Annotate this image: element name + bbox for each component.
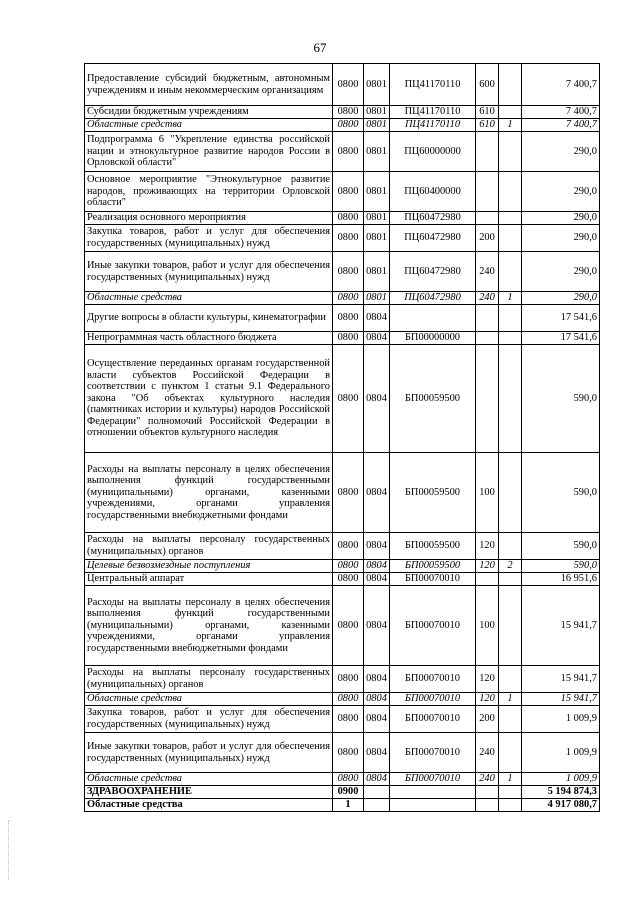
cell-funding-source: 2	[499, 560, 522, 573]
cell-subsection	[364, 799, 390, 812]
cell-target-article: ПЦ60472980	[390, 252, 476, 292]
cell-expense-type: 120	[476, 533, 499, 560]
cell-subsection: 0804	[364, 733, 390, 773]
cell-section: 0800	[333, 666, 364, 693]
cell-name: Расходы на выплаты персоналу государственных (муниципальных) органов	[85, 533, 333, 560]
cell-section: 0900	[333, 786, 364, 799]
cell-name: Областные средства	[85, 773, 333, 786]
cell-amount: 5 194 874,3	[522, 786, 600, 799]
cell-subsection: 0801	[364, 292, 390, 305]
cell-funding-source	[499, 786, 522, 799]
cell-target-article: ПЦ41170110	[390, 64, 476, 106]
cell-section: 0800	[333, 132, 364, 172]
cell-section: 0800	[333, 64, 364, 106]
cell-subsection: 0801	[364, 172, 390, 212]
cell-name: Областные средства	[85, 693, 333, 706]
cell-amount: 7 400,7	[522, 119, 600, 132]
cell-subsection: 0801	[364, 132, 390, 172]
cell-expense-type	[476, 573, 499, 586]
cell-section: 0800	[333, 533, 364, 560]
cell-amount: 290,0	[522, 212, 600, 225]
cell-target-article	[390, 799, 476, 812]
cell-target-article	[390, 305, 476, 332]
cell-target-article: БП00070010	[390, 733, 476, 773]
table-row	[85, 119, 600, 132]
cell-target-article: БП00000000	[390, 332, 476, 345]
cell-expense-type	[476, 132, 499, 172]
cell-expense-type: 200	[476, 706, 499, 733]
cell-funding-source	[499, 212, 522, 225]
cell-target-article: ПЦ60000000	[390, 132, 476, 172]
cell-expense-type	[476, 172, 499, 212]
cell-funding-source	[499, 225, 522, 252]
cell-expense-type: 610	[476, 119, 499, 132]
cell-funding-source	[499, 573, 522, 586]
cell-funding-source	[499, 666, 522, 693]
budget-table	[84, 63, 600, 812]
cell-funding-source	[499, 106, 522, 119]
cell-target-article: БП00070010	[390, 773, 476, 786]
cell-section: 0800	[333, 345, 364, 453]
cell-name: Реализация основного мероприятия	[85, 212, 333, 225]
cell-subsection: 0801	[364, 212, 390, 225]
cell-subsection: 0804	[364, 533, 390, 560]
cell-target-article: ПЦ60472980	[390, 212, 476, 225]
cell-funding-source	[499, 533, 522, 560]
cell-subsection: 0804	[364, 666, 390, 693]
cell-expense-type: 240	[476, 733, 499, 773]
cell-amount: 17 541,6	[522, 305, 600, 332]
cell-amount: 590,0	[522, 560, 600, 573]
cell-subsection: 0804	[364, 305, 390, 332]
cell-funding-source: 1	[499, 693, 522, 706]
table-row	[85, 560, 600, 573]
cell-amount: 15 941,7	[522, 586, 600, 666]
cell-section: 0800	[333, 573, 364, 586]
cell-expense-type	[476, 332, 499, 345]
cell-funding-source	[499, 64, 522, 106]
cell-section: 1	[333, 799, 364, 812]
cell-name: Расходы на выплаты персоналу государственных (муниципальных) органов	[85, 666, 333, 693]
cell-section: 0800	[333, 106, 364, 119]
cell-name: Подпрограмма 6 "Укрепление единства российской нации и этнокультурное развитие народов России в Орловской области"	[85, 132, 333, 172]
cell-amount: 290,0	[522, 292, 600, 305]
cell-target-article: ПЦ41170110	[390, 106, 476, 119]
cell-expense-type: 120	[476, 560, 499, 573]
cell-section: 0800	[333, 706, 364, 733]
cell-subsection: 0804	[364, 453, 390, 533]
table-row	[85, 706, 600, 733]
cell-expense-type: 240	[476, 292, 499, 305]
cell-expense-type: 100	[476, 586, 499, 666]
cell-target-article: ПЦ60400000	[390, 172, 476, 212]
cell-subsection: 0804	[364, 560, 390, 573]
cell-section: 0800	[333, 586, 364, 666]
table-row	[85, 225, 600, 252]
table-row	[85, 533, 600, 560]
cell-section: 0800	[333, 305, 364, 332]
cell-name: Непрограммная часть областного бюджета	[85, 332, 333, 345]
cell-expense-type	[476, 799, 499, 812]
cell-funding-source	[499, 332, 522, 345]
cell-subsection: 0804	[364, 332, 390, 345]
cell-amount: 590,0	[522, 345, 600, 453]
cell-target-article: БП00059500	[390, 560, 476, 573]
cell-funding-source: 1	[499, 119, 522, 132]
table-row	[85, 773, 600, 786]
cell-amount: 290,0	[522, 132, 600, 172]
table-row	[85, 799, 600, 812]
cell-funding-source	[499, 733, 522, 773]
table-row	[85, 292, 600, 305]
cell-section: 0800	[333, 773, 364, 786]
cell-amount: 590,0	[522, 453, 600, 533]
cell-target-article: ПЦ60472980	[390, 225, 476, 252]
cell-subsection: 0801	[364, 252, 390, 292]
cell-target-article: БП00070010	[390, 693, 476, 706]
cell-expense-type	[476, 305, 499, 332]
cell-expense-type: 240	[476, 773, 499, 786]
cell-funding-source: 1	[499, 292, 522, 305]
cell-target-article: ПЦ41170110	[390, 119, 476, 132]
table-row	[85, 586, 600, 666]
cell-section: 0800	[333, 733, 364, 773]
cell-amount: 4 917 080,7	[522, 799, 600, 812]
cell-subsection: 0801	[364, 225, 390, 252]
cell-subsection: 0801	[364, 106, 390, 119]
cell-funding-source	[499, 453, 522, 533]
margin-scan-marks	[8, 820, 13, 880]
cell-name: Расходы на выплаты персоналу в целях обеспечения выполнения функций государственными (муниципальными) органами, казенными учреждениями, органами управления государственными внебюджетными фондами	[85, 453, 333, 533]
cell-subsection: 0801	[364, 64, 390, 106]
cell-name: Закупка товаров, работ и услуг для обеспечения государственных (муниципальных) нужд	[85, 706, 333, 733]
cell-section: 0800	[333, 225, 364, 252]
cell-expense-type: 120	[476, 666, 499, 693]
cell-funding-source	[499, 586, 522, 666]
cell-name: Целевые безвозмездные поступления	[85, 560, 333, 573]
page-number: 67	[313, 40, 327, 55]
cell-name: Осуществление переданных органам государственной власти субъектов Российской Федерации в соответствии с пунктом 1 статьи 9.1 Федерального закона "Об объектах культурного наследия (памятниках истории и культуры) народов Российской Федерации" полномочий Российской Федерации в отношении объектов культурного наследия	[85, 345, 333, 453]
cell-target-article: ПЦ60472980	[390, 292, 476, 305]
cell-subsection: 0804	[364, 693, 390, 706]
cell-name: Субсидии бюджетным учреждениям	[85, 106, 333, 119]
cell-name: Расходы на выплаты персоналу в целях обеспечения выполнения функций государственными (муниципальными) органами, казенными учреждениями, органами управления государственными внебюджетными фондами	[85, 586, 333, 666]
cell-expense-type: 240	[476, 252, 499, 292]
table-row	[85, 693, 600, 706]
table-row	[85, 332, 600, 345]
cell-subsection: 0804	[364, 345, 390, 453]
cell-amount: 290,0	[522, 252, 600, 292]
cell-expense-type: 120	[476, 693, 499, 706]
cell-name: Областные средства	[85, 292, 333, 305]
table-row	[85, 172, 600, 212]
cell-amount: 7 400,7	[522, 64, 600, 106]
cell-subsection	[364, 786, 390, 799]
table-row	[85, 453, 600, 533]
cell-section: 0800	[333, 693, 364, 706]
cell-target-article: БП00070010	[390, 573, 476, 586]
cell-amount: 1 009,9	[522, 733, 600, 773]
cell-target-article: БП00070010	[390, 706, 476, 733]
table-row	[85, 106, 600, 119]
cell-funding-source	[499, 172, 522, 212]
cell-expense-type: 600	[476, 64, 499, 106]
cell-section: 0800	[333, 292, 364, 305]
cell-section: 0800	[333, 453, 364, 533]
cell-subsection: 0804	[364, 773, 390, 786]
table-row	[85, 64, 600, 106]
cell-name: Основное мероприятие "Этнокультурное развитие народов, проживающих на территории Орловской области"	[85, 172, 333, 212]
table-row	[85, 733, 600, 773]
cell-funding-source: 1	[499, 773, 522, 786]
cell-amount: 590,0	[522, 533, 600, 560]
cell-amount: 16 951,6	[522, 573, 600, 586]
cell-section: 0800	[333, 332, 364, 345]
cell-amount: 15 941,7	[522, 666, 600, 693]
cell-target-article: БП00059500	[390, 345, 476, 453]
table-row	[85, 132, 600, 172]
table-row	[85, 786, 600, 799]
cell-subsection: 0804	[364, 706, 390, 733]
cell-name: Иные закупки товаров, работ и услуг для обеспечения государственных (муниципальных) нужд	[85, 252, 333, 292]
table-row	[85, 573, 600, 586]
cell-subsection: 0804	[364, 573, 390, 586]
table-row	[85, 305, 600, 332]
cell-target-article: БП00070010	[390, 666, 476, 693]
cell-section: 0800	[333, 172, 364, 212]
cell-section: 0800	[333, 252, 364, 292]
budget-table-body	[85, 64, 600, 812]
cell-name: Другие вопросы в области культуры, кинематографии	[85, 305, 333, 332]
cell-expense-type	[476, 212, 499, 225]
cell-name: Предоставление субсидий бюджетным, автономным учреждениям и иным некоммерческим организациям	[85, 64, 333, 106]
cell-expense-type: 100	[476, 453, 499, 533]
cell-amount: 290,0	[522, 172, 600, 212]
table-row	[85, 345, 600, 453]
cell-amount: 7 400,7	[522, 106, 600, 119]
cell-name: ЗДРАВООХРАНЕНИЕ	[85, 786, 333, 799]
cell-funding-source	[499, 799, 522, 812]
cell-amount: 290,0	[522, 225, 600, 252]
cell-amount: 15 941,7	[522, 693, 600, 706]
cell-amount: 17 541,6	[522, 332, 600, 345]
cell-expense-type	[476, 786, 499, 799]
cell-target-article: БП00059500	[390, 453, 476, 533]
cell-funding-source	[499, 345, 522, 453]
cell-target-article	[390, 786, 476, 799]
cell-funding-source	[499, 706, 522, 733]
table-row	[85, 666, 600, 693]
cell-expense-type: 610	[476, 106, 499, 119]
cell-name: Закупка товаров, работ и услуг для обеспечения государственных (муниципальных) нужд	[85, 225, 333, 252]
cell-name: Областные средства	[85, 799, 333, 812]
cell-target-article: БП00070010	[390, 586, 476, 666]
cell-amount: 1 009,9	[522, 773, 600, 786]
cell-section: 0800	[333, 119, 364, 132]
table-row	[85, 212, 600, 225]
cell-funding-source	[499, 132, 522, 172]
cell-target-article: БП00059500	[390, 533, 476, 560]
cell-amount: 1 009,9	[522, 706, 600, 733]
cell-expense-type: 200	[476, 225, 499, 252]
cell-expense-type	[476, 345, 499, 453]
cell-name: Центральный аппарат	[85, 573, 333, 586]
cell-section: 0800	[333, 560, 364, 573]
cell-subsection: 0804	[364, 586, 390, 666]
table-row	[85, 252, 600, 292]
cell-name: Областные средства	[85, 119, 333, 132]
cell-funding-source	[499, 252, 522, 292]
cell-section: 0800	[333, 212, 364, 225]
cell-name: Иные закупки товаров, работ и услуг для обеспечения государственных (муниципальных) нужд	[85, 733, 333, 773]
cell-subsection: 0801	[364, 119, 390, 132]
cell-funding-source	[499, 305, 522, 332]
